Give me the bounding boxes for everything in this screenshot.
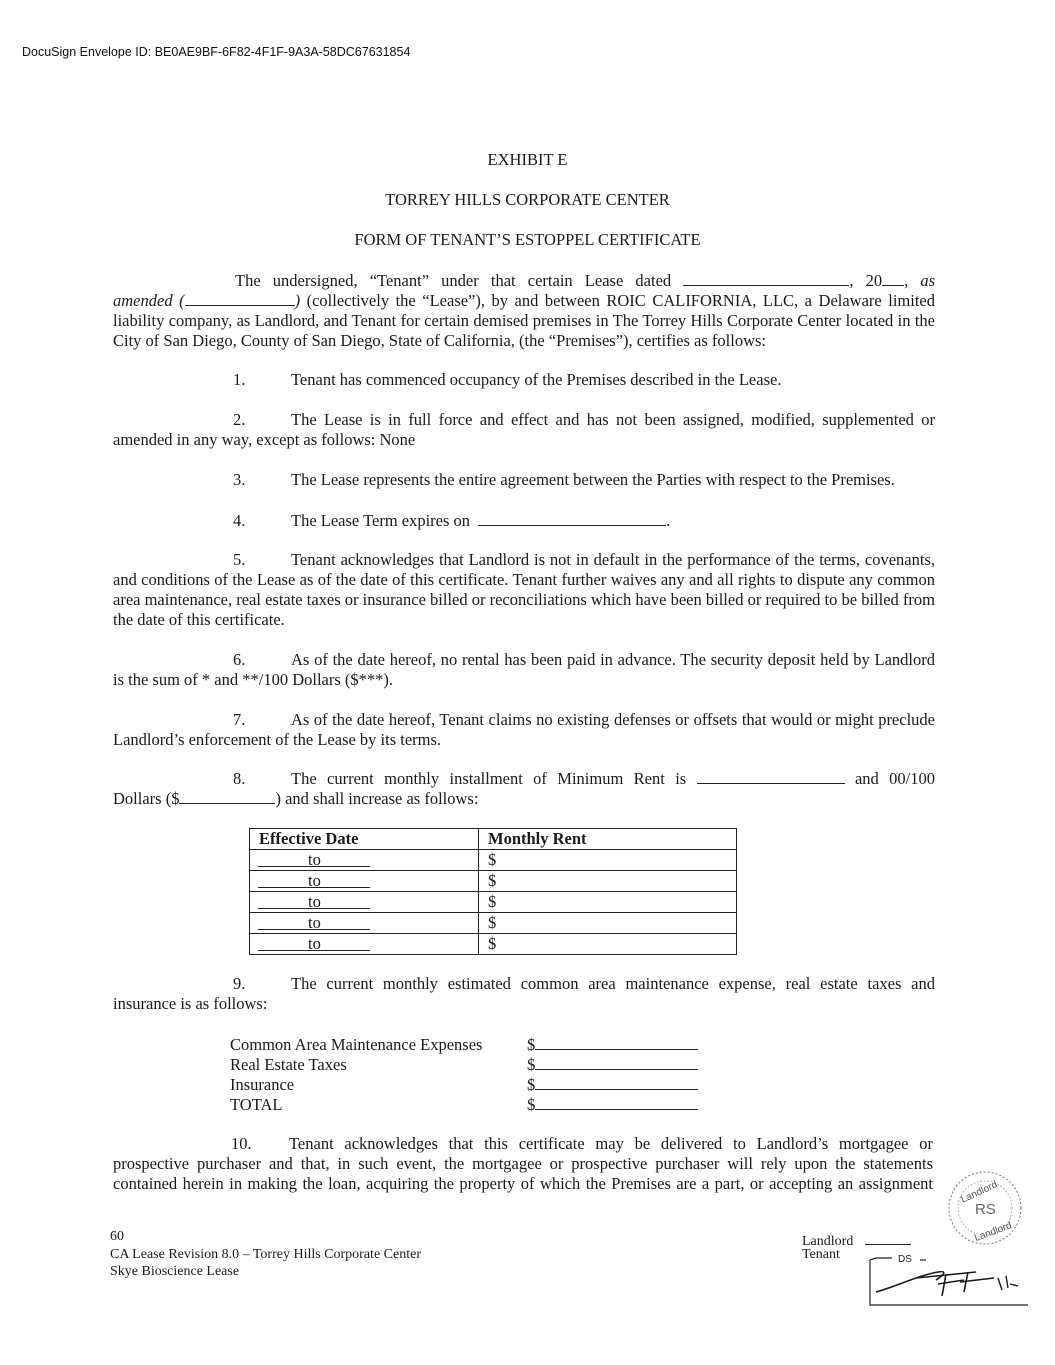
tenant-initial-label: Tenant — [802, 1247, 840, 1262]
item-5 — [113, 550, 935, 630]
stamp-seal — [945, 1170, 1025, 1246]
property-title: TORREY HILLS CORPORATE CENTER — [385, 190, 670, 209]
cost-blank — [535, 1034, 698, 1050]
item-4 — [233, 510, 670, 531]
item-10 — [113, 1134, 933, 1194]
header-monthly-rent: Monthly Rent — [479, 829, 737, 850]
item-9 — [113, 974, 935, 1014]
effective-date-cell — [250, 913, 479, 934]
effective-date-cell — [250, 892, 479, 913]
intro-as: as — [920, 271, 936, 290]
cost-label: Real Estate Taxes — [230, 1055, 347, 1074]
monthly-rent-cell: $ — [479, 892, 737, 913]
intro-text-1: The undersigned, “Tenant” under that certain Lease dated — [235, 271, 672, 290]
rent-schedule-table — [249, 828, 737, 955]
landlord-initials-stamp — [945, 1170, 1025, 1246]
effective-date-cell — [250, 934, 479, 955]
item-7-text: As of the date hereof, Tenant claims no existing defenses or offsets that would or might preclude Landlord’s enforcement of the Lease by its terms. — [113, 710, 935, 749]
item-6-text: As of the date hereof, no rental has been paid in advance. The security deposit held by Landlord is the sum of * and **/100 Dollars ($***). — [113, 650, 935, 689]
cost-blank — [535, 1054, 698, 1070]
item-4-number: 4. — [233, 511, 246, 530]
item-9-text: The current monthly estimated common area maintenance expense, real estate taxes and insurance is as follows: — [113, 974, 935, 1013]
page-number: 60 — [110, 1229, 124, 1244]
lease-revision: CA Lease Revision 8.0 – Torrey Hills Corporate Center — [110, 1247, 421, 1262]
lease-date-blank — [683, 270, 849, 286]
amended-blank — [185, 290, 295, 306]
to-label: to — [308, 913, 321, 932]
tenant-initials-signature — [868, 1250, 1036, 1310]
intro-amended-close: ) — [294, 291, 301, 310]
cost-row-taxes — [230, 1054, 698, 1075]
cost-blank — [535, 1094, 698, 1110]
cost-blank — [535, 1074, 698, 1090]
item-8-text-a: The current monthly installment of Minimum Rent is — [291, 769, 687, 788]
to-label: to — [308, 934, 321, 953]
item-10-text: Tenant acknowledges that this certificate may be delivered to Landlord’s mortgagee or prospective purchaser and that, in such event, the mortgagee or prospective purchaser will rely upon the statements contained herein in making the loan, acquiring the property of which the Premises are a part, or accepting an assignment — [113, 1134, 933, 1193]
ds-label: DS — [898, 1254, 912, 1265]
cost-dollar: $ — [527, 1075, 536, 1094]
cost-label: Insurance — [230, 1075, 295, 1094]
year-blank — [882, 270, 904, 286]
cost-row-cam — [230, 1034, 698, 1055]
cost-label: TOTAL — [230, 1095, 283, 1114]
stamp-top-text: Landlord — [959, 1179, 1000, 1206]
monthly-rent-cell: $ — [479, 850, 737, 871]
item-6-number: 6. — [233, 650, 246, 669]
to-label: to — [308, 892, 321, 911]
monthly-rent-cell: $ — [479, 913, 737, 934]
monthly-rent-cell: $ — [479, 934, 737, 955]
item-2 — [113, 410, 935, 450]
item-5-text: Tenant acknowledges that Landlord is not in default in the performance of the terms, covenants, and conditions of the Lease as of the date of this certificate. Tenant further waives any and all rights to dispute any common area maintenance, real estate taxes or insurance billed or reconciliations which have been billed or required to be billed from the date of this certificate. — [113, 550, 935, 629]
item-7-number: 7. — [233, 710, 246, 729]
tenant-initials-box[interactable] — [868, 1250, 1036, 1310]
effective-date-cell — [250, 850, 479, 871]
cost-dollar: $ — [527, 1055, 536, 1074]
table-row — [250, 850, 737, 871]
to-label: to — [308, 871, 321, 890]
item-9-number: 9. — [233, 974, 246, 993]
item-8-number: 8. — [233, 769, 246, 788]
cost-row-insurance — [230, 1074, 698, 1095]
table-row — [250, 871, 737, 892]
item-1 — [233, 370, 781, 390]
envelope-id: DocuSign Envelope ID: BE0AE9BF-6F82-4F1F-9A3A-58DC67631854 — [22, 45, 411, 59]
item-8-text-d: ) and shall increase as follows: — [275, 789, 479, 808]
cost-row-total — [230, 1094, 698, 1115]
item-3-text: The Lease represents the entire agreement between the Parties with respect to the Premises. — [291, 470, 895, 489]
item-1-text: Tenant has commenced occupancy of the Premises described in the Lease. — [291, 370, 782, 389]
dollars-blank — [179, 788, 275, 804]
landlord-label: Landlord — [802, 1234, 854, 1249]
table-row — [250, 892, 737, 913]
to-label: to — [308, 850, 321, 869]
intro-text-4: (collectively the “Lease”), by and between ROIC CALIFORNIA, LLC, a Delaware limited liability company, as Landlord, and Tenant for certain demised premises in The Torrey Hills Corporate Center located in the City of San Diego, County of San Diego, State of California, (the “Premises”), certifies as follows: — [113, 291, 935, 350]
item-2-number: 2. — [233, 410, 246, 429]
table-row — [250, 934, 737, 955]
item-3 — [233, 470, 895, 490]
header-effective-date: Effective Date — [250, 829, 479, 850]
cost-label: Common Area Maintenance Expenses — [230, 1035, 483, 1054]
table-header-row — [250, 829, 737, 850]
item-4-text: The Lease Term expires on — [291, 511, 471, 530]
item-3-number: 3. — [233, 470, 246, 489]
minimum-rent-blank — [697, 768, 845, 784]
exhibit-title: EXHIBIT E — [487, 150, 568, 169]
effective-date-cell — [250, 871, 479, 892]
item-6 — [113, 650, 935, 690]
landlord-initial-blank[interactable] — [865, 1229, 911, 1245]
cost-dollar: $ — [527, 1095, 536, 1114]
item-8-text-c: Dollars ($ — [113, 789, 180, 808]
intro-year: , 20 — [849, 271, 883, 290]
table-row — [250, 913, 737, 934]
item-1-number: 1. — [233, 370, 246, 389]
item-8-text-b: and 00/100 — [854, 769, 935, 788]
lease-name: Skye Bioscience Lease — [110, 1264, 240, 1279]
intro-comma: , — [904, 271, 909, 290]
item-2-text: The Lease is in full force and effect and has not been assigned, modified, supplemented or amended in any way, except as follows: None — [113, 410, 935, 449]
form-title: FORM OF TENANT’S ESTOPPEL CERTIFICATE — [354, 230, 701, 249]
item-4-period: . — [666, 511, 671, 530]
term-expiry-blank — [478, 510, 666, 526]
cost-dollar: $ — [527, 1035, 536, 1054]
intro-amended-open: amended ( — [113, 291, 185, 310]
stamp-initials: RS — [975, 1201, 996, 1218]
monthly-rent-cell: $ — [479, 871, 737, 892]
stamp-bottom-text: Landlord — [973, 1220, 1014, 1244]
item-5-number: 5. — [233, 550, 246, 569]
item-7 — [113, 710, 935, 750]
item-10-number: 10. — [231, 1134, 252, 1153]
